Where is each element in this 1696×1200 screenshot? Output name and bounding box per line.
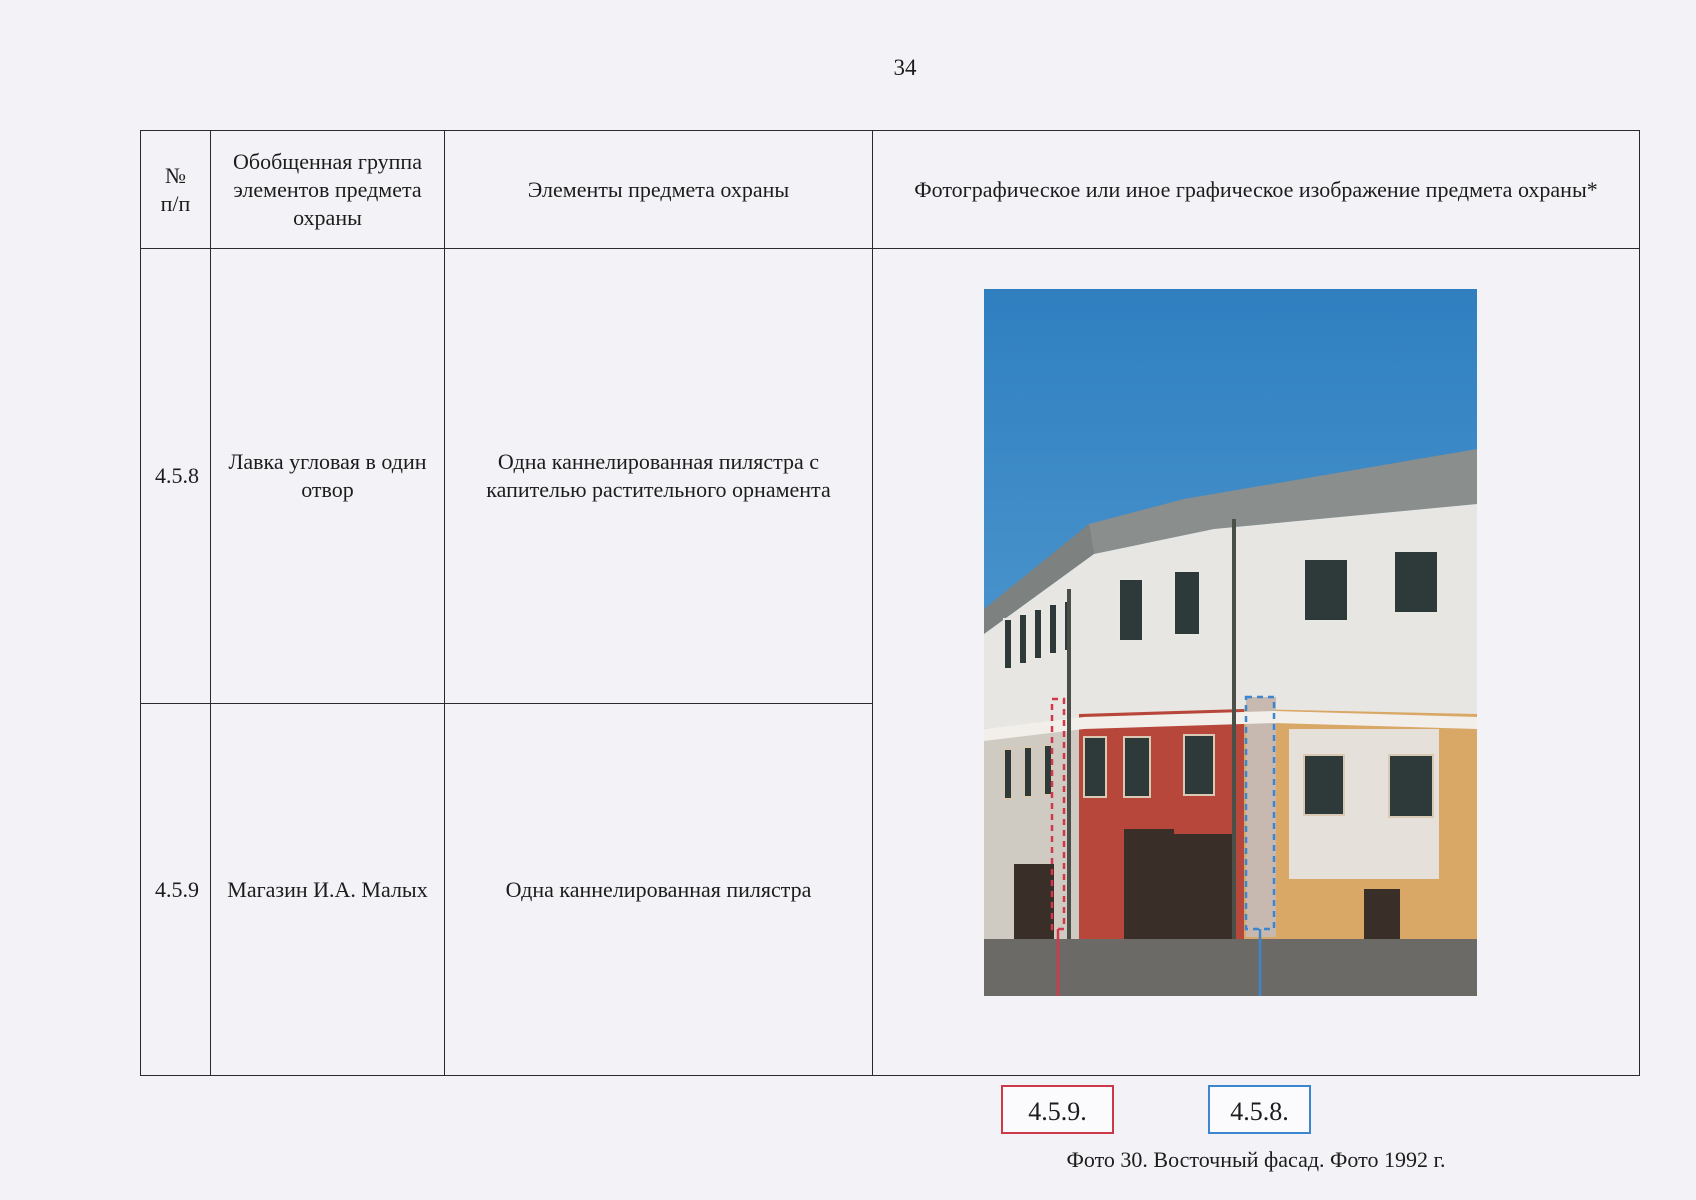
row-group: Лавка угловая в один отвор <box>211 249 445 704</box>
photo-container <box>887 256 1625 1172</box>
photo-caption: Фото 30. Восточный фасад. Фото 1992 г. <box>1066 1147 1446 1172</box>
label-4-5-8: 4.5.8. <box>1208 1085 1311 1134</box>
building-photo <box>984 289 1477 996</box>
table-header-row <box>141 131 1640 249</box>
table-row <box>141 249 1640 704</box>
label-4-5-9: 4.5.9. <box>1001 1085 1114 1134</box>
row-group: Магазин И.А. Малых <box>211 704 445 1076</box>
header-elements: Элементы предмета охраны <box>445 131 873 249</box>
header-num: № п/п <box>141 131 211 249</box>
row-elements: Одна каннелированная пилястра с капителью растительного орнамента <box>445 249 873 704</box>
page-number: 34 <box>893 55 917 80</box>
row-elements: Одна каннелированная пилястра <box>445 704 873 1076</box>
photo-cell <box>873 249 1640 1172</box>
header-image: Фотографическое или иное графическое изображение предмета охраны* <box>873 131 1640 249</box>
row-num: 4.5.9 <box>141 704 211 1076</box>
heritage-elements-table <box>140 130 1640 1172</box>
header-group: Обобщенная группа элементов предмета охраны <box>211 131 445 249</box>
row-num: 4.5.8 <box>141 249 211 704</box>
